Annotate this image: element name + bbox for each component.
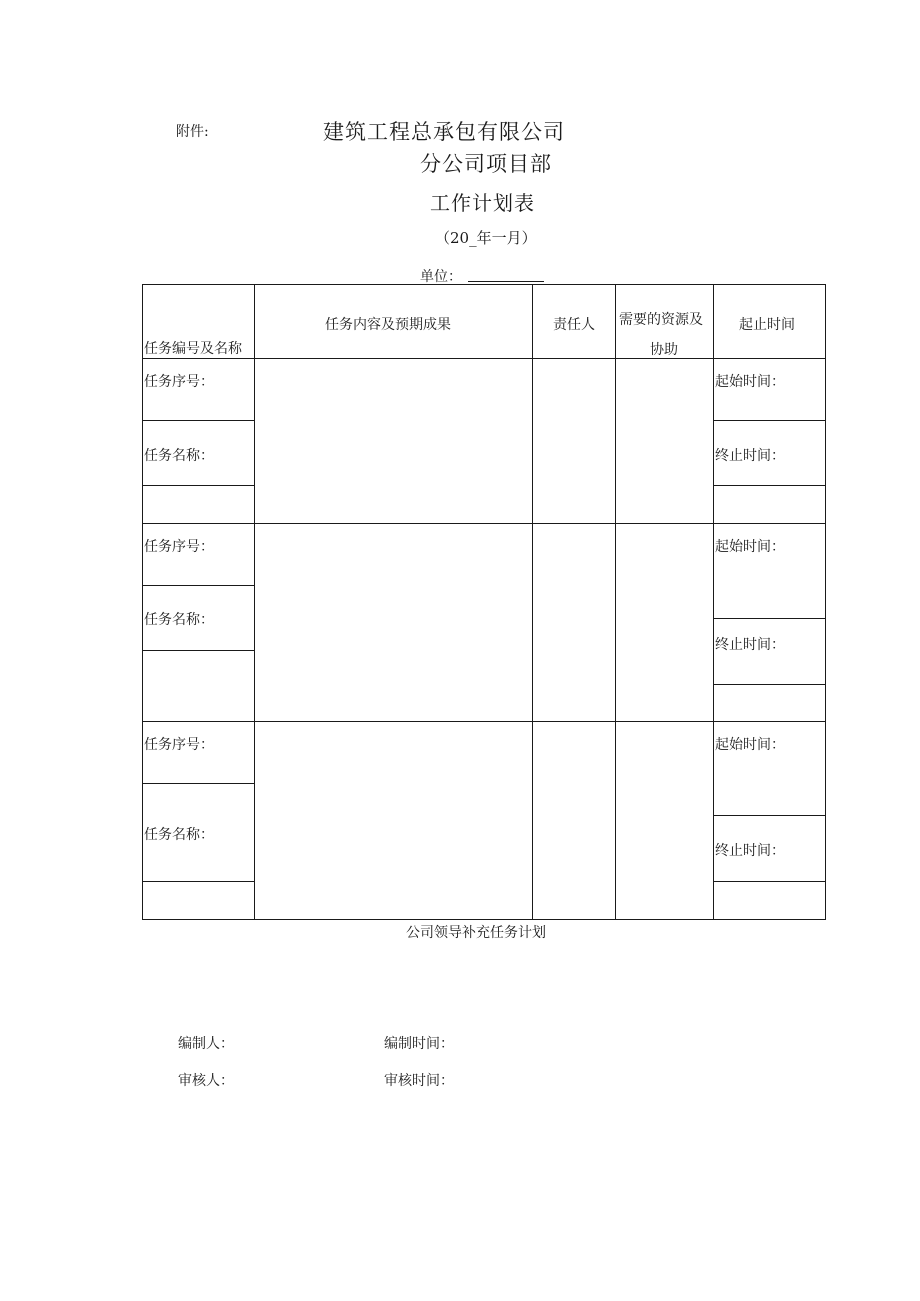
task-name-label: 任务名称： (144, 827, 214, 843)
department-name: 分公司项目部 (420, 152, 552, 176)
unit-label: 单位： (420, 269, 462, 285)
page-title: 工作计划表 (430, 191, 535, 215)
col-header-task-number-name: 任务编号及名称 (144, 341, 242, 357)
start-time-label: 起始时间： (715, 374, 785, 390)
col-header-time: 起止时间 (739, 317, 795, 333)
col-header-resources-line1: 需要的资源及 (619, 312, 703, 328)
reviewed-by-label: 审核人： (178, 1073, 234, 1089)
task-seq-label: 任务序号： (144, 374, 214, 390)
task-seq-label: 任务序号： (144, 539, 214, 555)
start-time-label: 起始时间： (715, 737, 785, 753)
end-time-label: 终止时间： (715, 637, 785, 653)
task-seq-label: 任务序号： (144, 737, 214, 753)
task-name-label: 任务名称： (144, 448, 214, 464)
start-time-label: 起始时间： (715, 539, 785, 555)
end-time-label: 终止时间： (715, 843, 785, 859)
col-header-content: 任务内容及预期成果 (325, 317, 451, 333)
col-header-resources-line2: 协助 (650, 342, 678, 358)
company-name: 建筑工程总承包有限公司 (323, 120, 565, 144)
prepared-by-label: 编制人： (178, 1036, 234, 1052)
supplement-plan-label: 公司领导补充任务计划 (406, 925, 546, 941)
reviewed-time-label: 审核时间： (384, 1073, 454, 1089)
end-time-label: 终止时间： (715, 448, 785, 464)
attachment-label: 附件: (176, 124, 209, 140)
task-name-label: 任务名称： (144, 612, 214, 628)
period-label: （20_年一月） (435, 229, 537, 247)
prepared-time-label: 编制时间： (384, 1036, 454, 1052)
col-header-owner: 责任人 (553, 317, 595, 333)
